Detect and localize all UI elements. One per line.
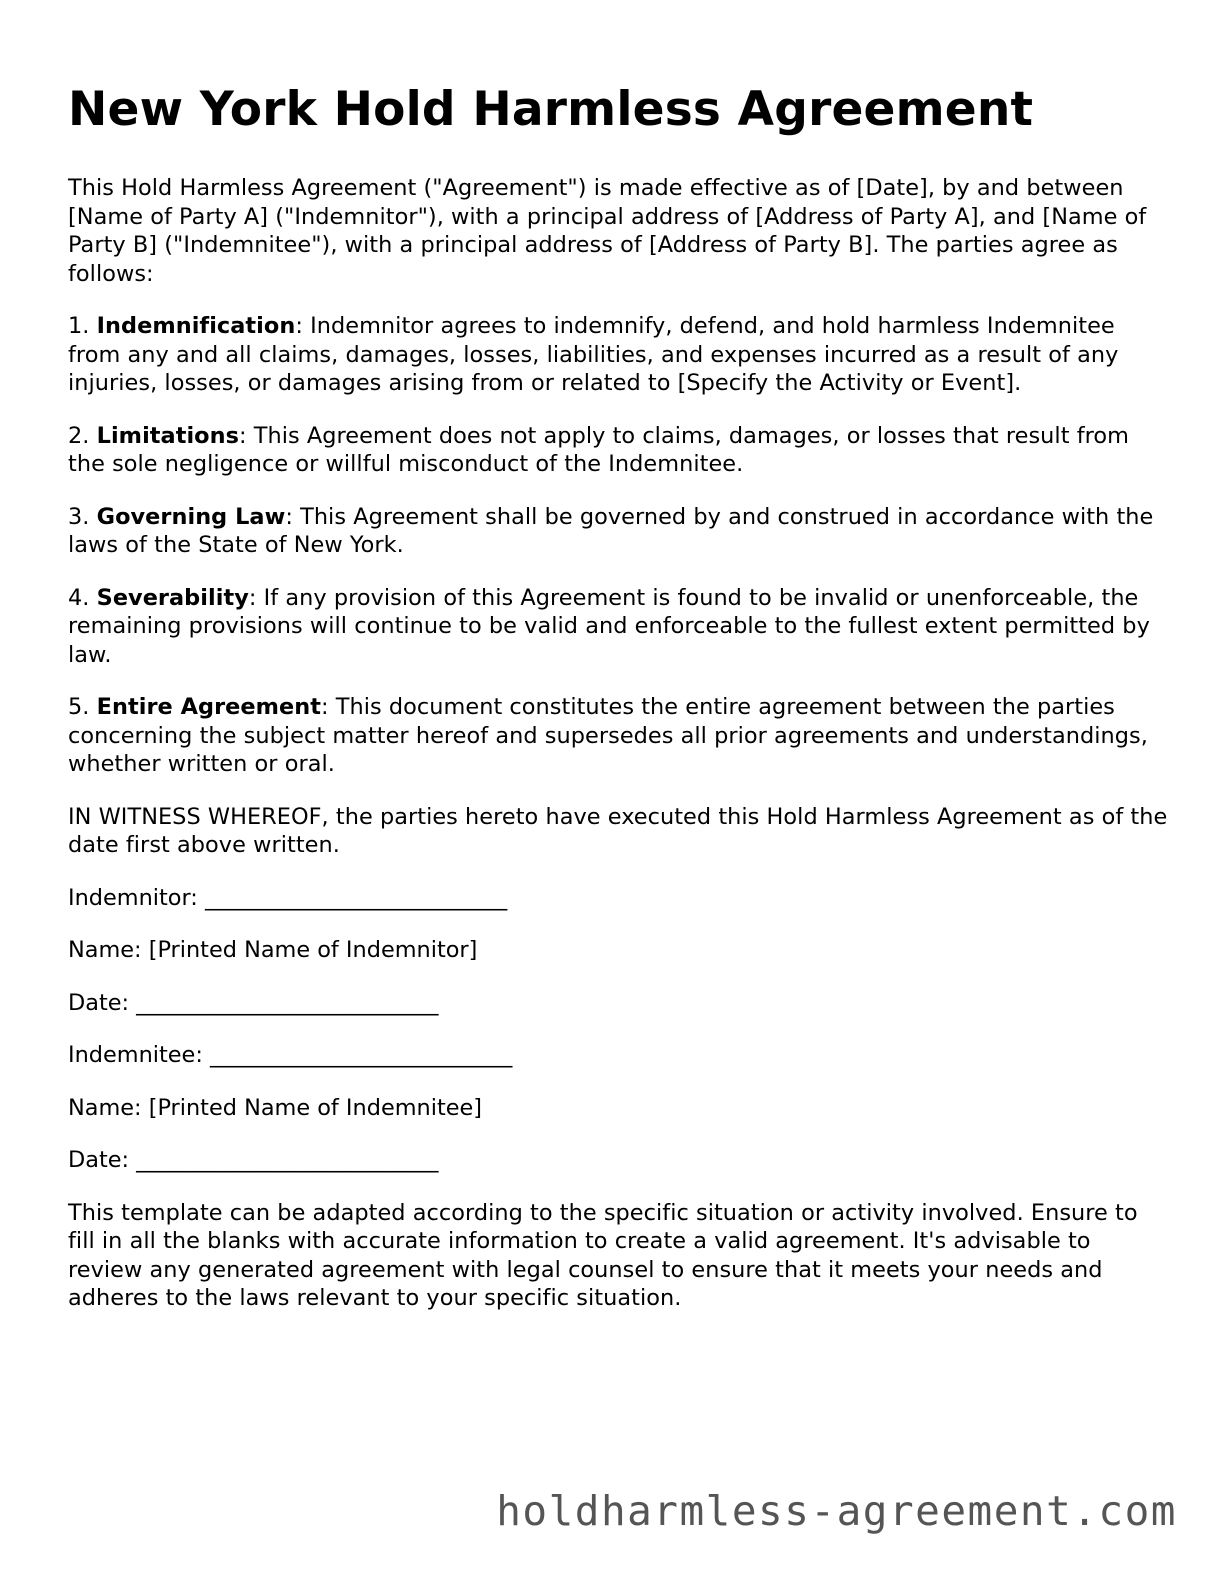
clause-number: 1. — [68, 313, 90, 339]
clause-indemnification — [68, 312, 1168, 398]
indemnitor-signature-line: Indemnitor: ___________________________ — [68, 884, 508, 911]
clause-entire-agreement — [68, 693, 1168, 779]
indemnitor-date-line: Date: ___________________________ — [68, 989, 439, 1016]
clause-text: : This Agreement does not apply to claims, damages, or losses that result from the sole negligence or willful misconduct of the Indemnitee. — [68, 422, 1129, 477]
clause-heading: Severability — [96, 584, 249, 611]
clause-heading: Governing Law — [96, 503, 286, 530]
site-watermark: holdharmless-agreement.com — [496, 1487, 1177, 1535]
clause-number: 3. — [68, 503, 90, 530]
indemnitee-date-line: Date: ___________________________ — [68, 1147, 439, 1173]
clause-number: 2. — [68, 422, 90, 449]
witness-paragraph: IN WITNESS WHEREOF, the parties hereto have executed this Hold Harmless Agreement as of the date first above written. — [68, 803, 1168, 858]
indemnitee-signature-line: Indemnitee: ___________________________ — [68, 1042, 513, 1068]
clause-text: : This document constitutes the entire agreement between the parties concerning the subject matter hereof and supersedes all prior agreements and understandings, whether written or oral. — [68, 694, 1148, 777]
clause-limitations — [68, 422, 1168, 479]
template-note: This template can be adapted according to the specific situation or activity involved. Ensure to fill in all the blanks with accurate information to create a valid agreement. It's advisable to review any generated agreement with legal counsel to ensure that it meets your needs and adheres to the laws relevant to your specific situation. — [68, 1199, 1138, 1311]
indemnitee-name-line: Name: [Printed Name of Indemnitee] — [68, 1094, 483, 1121]
clause-severability — [68, 584, 1168, 670]
clause-heading: Limitations — [96, 422, 239, 449]
clause-governing-law — [68, 503, 1168, 560]
clause-number: 4. — [68, 584, 90, 611]
intro-paragraph: This Hold Harmless Agreement ("Agreement") is made effective as of [Date], by and between [Name of Party A] ("Indemnitor"), with a principal address of [Address of Party A], and [Name of Party B] ("Indemnitee"), with a principal address of [Address of Party B]. The parties agree as follows: — [68, 175, 1147, 287]
clause-text: : This Agreement shall be governed by and construed in accordance with the laws of the State of New York. — [68, 503, 1154, 558]
document-page — [68, 80, 1168, 1337]
clause-number: 5. — [68, 694, 90, 720]
clause-heading: Indemnification — [96, 313, 296, 339]
clause-text: : If any provision of this Agreement is found to be invalid or unenforceable, the remaining provisions will continue to be valid and enforceable to the fullest extent permitted by law. — [68, 584, 1150, 668]
clause-heading: Entire Agreement — [96, 694, 322, 720]
clause-text: : Indemnitor agrees to indemnify, defend, and hold harmless Indemnitee from any and all claims, damages, losses, liabilities, and expenses incurred as a result of any injuries, losses, or damages arising from or related to [Specify the Activity or Event]. — [68, 313, 1119, 396]
document-title: New York Hold Harmless Agreement — [68, 82, 1034, 137]
indemnitor-name-line: Name: [Printed Name of Indemnitor] — [68, 937, 478, 963]
